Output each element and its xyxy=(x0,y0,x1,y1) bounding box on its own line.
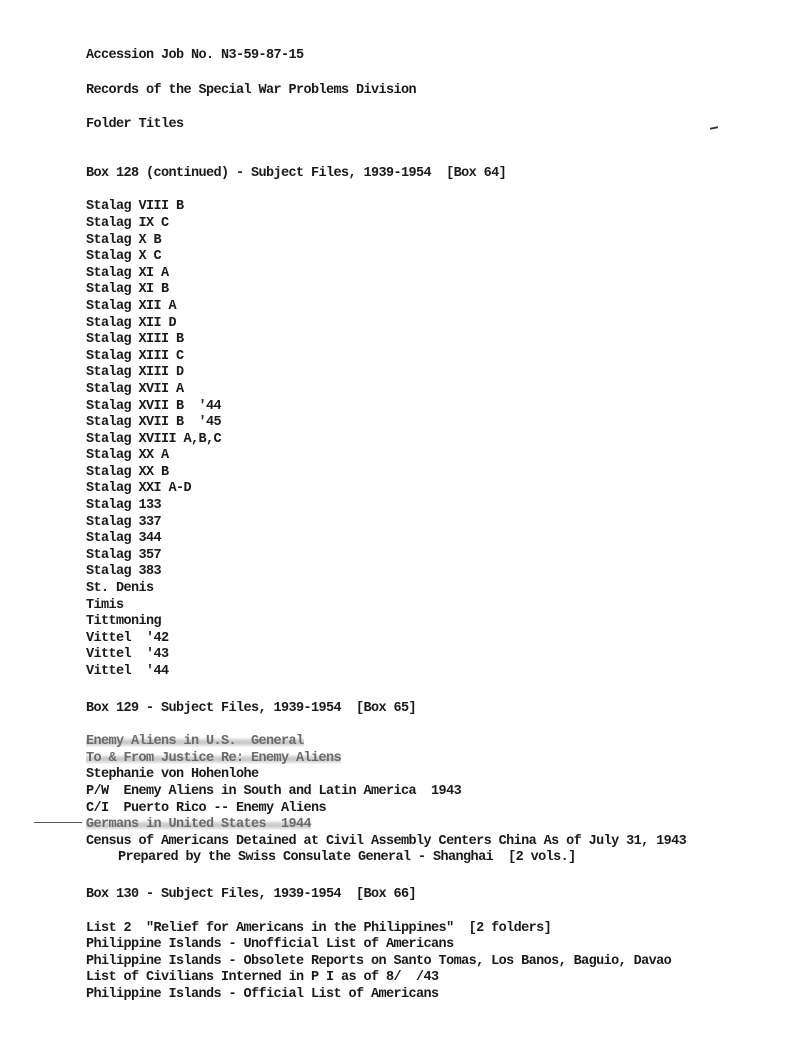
list-item: Stalag XX B xyxy=(86,464,169,480)
list-item: Philippine Islands - Unofficial List of Americans xyxy=(86,937,454,953)
list-item: Philippine Islands - Obsolete Reports on Santo Tomas, Los Banos, Baguio, Davao xyxy=(86,953,672,969)
box-128-list xyxy=(86,199,786,680)
list-item: Stalag 344 xyxy=(86,531,162,547)
folder-titles-heading: Folder Titles xyxy=(86,117,184,133)
list-item: Stalag X B xyxy=(86,232,162,248)
list-item: Stalag IX C xyxy=(86,215,169,231)
document-page xyxy=(86,48,786,1004)
list-item: Vittel '43 xyxy=(86,647,169,663)
list-item: Timis xyxy=(86,597,124,613)
list-item: Stalag XVIII A,B,C xyxy=(86,431,222,447)
list-item: Stalag 337 xyxy=(86,514,162,530)
list-item: Stalag XXI A-D xyxy=(86,481,192,497)
margin-dash-mark xyxy=(34,822,82,823)
list-item: St. Denis xyxy=(86,581,154,597)
list-item: Stalag XVII B '45 xyxy=(86,415,222,431)
list-item: Stalag 357 xyxy=(86,547,162,563)
list-item: Stalag XII A xyxy=(86,298,177,314)
list-item: P/W Enemy Aliens in South and Latin America 1943 xyxy=(86,783,462,799)
list-item: Stalag X C xyxy=(86,249,162,265)
list-item: Stalag XIII B xyxy=(86,332,184,348)
list-item: List 2 "Relief for Americans in the Philippines" [2 folders] xyxy=(86,920,552,936)
records-title: Records of the Special War Problems Division xyxy=(86,82,417,98)
list-item: Tittmoning xyxy=(86,614,162,630)
list-item: Stalag XVII B '44 xyxy=(86,398,222,414)
list-item: Stalag XVII A xyxy=(86,381,184,397)
list-item: Vittel '42 xyxy=(86,630,169,646)
accession-job-number: Accession Job No. N3-59-87-15 xyxy=(86,48,304,63)
list-item: Stalag XI B xyxy=(86,282,169,298)
list-item: Stalag 133 xyxy=(86,498,162,514)
list-item: Stalag XX A xyxy=(86,448,169,464)
list-item: Stalag XIII D xyxy=(86,365,184,381)
list-item: Philippine Islands - Official List of Americans xyxy=(86,986,439,1002)
list-item: Stephanie von Hohenlohe xyxy=(86,767,259,783)
list-item: Stalag XIII C xyxy=(86,348,184,364)
list-item-continuation: Prepared by the Swiss Consulate General - Shanghai [2 vols.] xyxy=(118,850,576,866)
list-item: Census of Americans Detained at Civil Assembly Centers China As of July 31, 1943 xyxy=(86,833,687,849)
box-129-heading: Box 129 - Subject Files, 1939-1954 [Box 65] xyxy=(86,700,417,716)
list-item: Stalag XII D xyxy=(86,315,177,331)
list-item-struck: To & From Justice Re: Enemy Aliens xyxy=(86,750,342,766)
box-129-list xyxy=(86,734,786,867)
list-item: Stalag 383 xyxy=(86,564,162,580)
list-item: Stalag VIII B xyxy=(86,199,184,215)
list-item: Stalag XI A xyxy=(86,265,169,281)
list-item: List of Civilians Interned in P I as of 8/ /43 xyxy=(86,970,439,986)
list-item: Vittel '44 xyxy=(86,664,169,679)
list-item-struck: Enemy Aliens in U.S. General xyxy=(86,734,304,750)
list-item-struck: Germans in United States 1944 xyxy=(86,817,312,833)
list-item: C/I Puerto Rico -- Enemy Aliens xyxy=(86,800,327,816)
box-130-list xyxy=(86,921,786,1004)
box-128-heading: Box 128 (continued) - Subject Files, 1939-1954 [Box 64] xyxy=(86,165,507,181)
box-130-heading: Box 130 - Subject Files, 1939-1954 [Box 66] xyxy=(86,886,417,902)
